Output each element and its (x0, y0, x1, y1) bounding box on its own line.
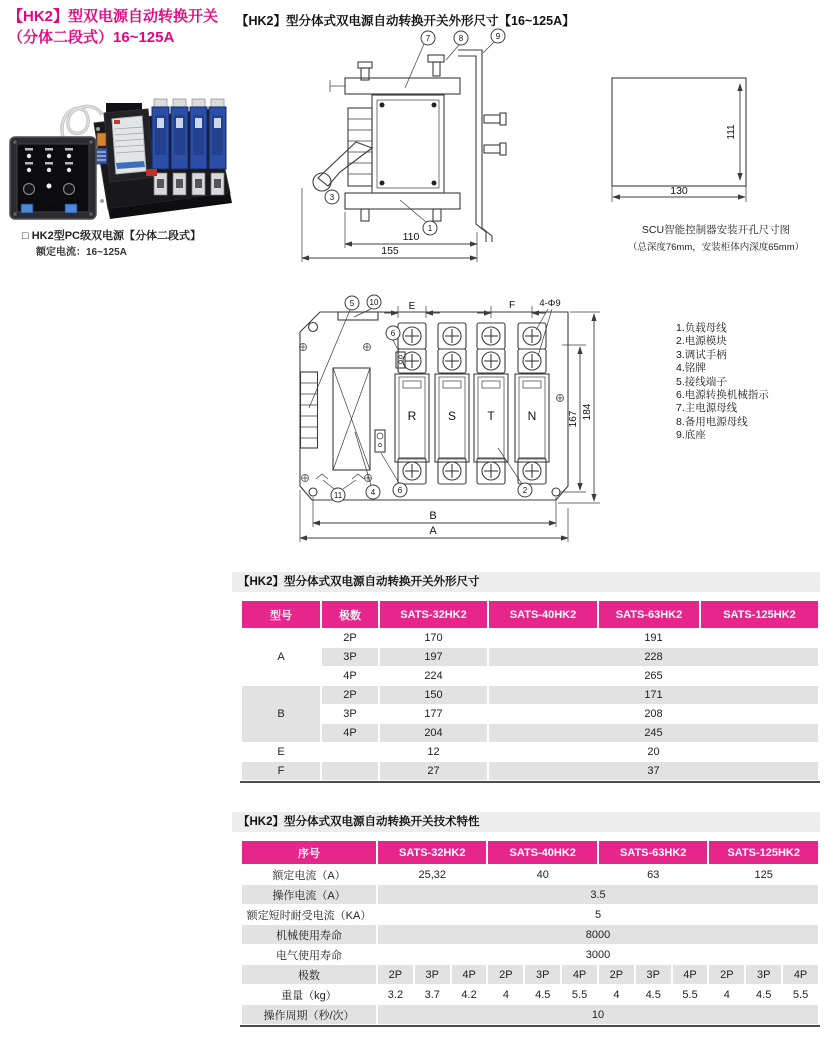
svg-text:S: S (447, 409, 457, 423)
controller-image (10, 137, 96, 219)
cutout-caption (596, 222, 836, 253)
operating-handle (313, 142, 372, 191)
pole-cell: 4P (322, 667, 378, 685)
table-row (242, 865, 818, 884)
row-label: 额定电流（A） (242, 865, 376, 884)
svg-text:E: E (408, 301, 416, 312)
weight-cell: 4.5 (636, 985, 671, 1004)
table-row (242, 667, 818, 685)
table-row (242, 762, 818, 780)
group-label-a: A (242, 629, 320, 685)
chassis-outline (300, 312, 568, 500)
pole-cell: 3P (322, 705, 378, 723)
row-label: 操作周期（秒/次） (242, 1005, 376, 1024)
svg-text:6: 6 (397, 486, 403, 495)
row-label: 电气使用寿命 (242, 945, 376, 964)
table-row (242, 724, 818, 742)
value-cell: 10 (378, 1005, 818, 1024)
weight-cell: 4 (488, 985, 523, 1004)
spec-table-header-row (242, 841, 818, 864)
svg-text:R: R (407, 409, 417, 423)
page-title (8, 6, 243, 48)
pole-modules (395, 323, 549, 484)
value-rest: 228 (489, 648, 818, 666)
table-row (242, 985, 818, 1004)
value-rest: 171 (489, 686, 818, 704)
parts-list-item: 3.调试手柄 (676, 348, 727, 361)
pole-cell: 2P (709, 965, 744, 984)
callout-5 (309, 296, 359, 408)
weight-cell: 5.5 (783, 985, 818, 1004)
callout-9 (483, 29, 505, 53)
weight-cell: 4 (709, 985, 744, 1004)
svg-text:11: 11 (333, 491, 343, 500)
pole-cell: 2P (378, 965, 413, 984)
svg-text:9: 9 (495, 32, 501, 41)
hole-note (536, 298, 561, 356)
svg-text:1: 1 (427, 224, 433, 233)
row-label-f: F (242, 762, 320, 780)
ats-switch-image (94, 99, 232, 219)
pole-cell: 3P (746, 965, 781, 984)
col-header-sats32: SATS-32HK2 (380, 601, 487, 628)
pole-cell: 4P (322, 724, 378, 742)
col-header-sats63: SATS-63HK2 (599, 841, 707, 864)
dim-b (313, 497, 556, 527)
pole-cell: 2P (322, 629, 378, 647)
dim-table-header-row (242, 601, 818, 628)
dim-f (477, 300, 546, 318)
parts-list-item: 2.电源模块 (676, 335, 727, 348)
table-row (242, 905, 818, 924)
row-label: 重量（kg） (242, 985, 376, 1004)
mounting-bracket (458, 50, 492, 242)
callout-6-bottom (381, 453, 407, 497)
table-row (242, 648, 818, 666)
table-row (242, 743, 818, 761)
parts-list (676, 322, 769, 443)
side-view-drawing (285, 25, 595, 275)
pole-cell: 4P (452, 965, 487, 984)
pole-cell: 3P (415, 965, 450, 984)
svg-text:8: 8 (458, 34, 464, 43)
parts-list-item: 8.备用电源母线 (676, 415, 748, 428)
value-rest: 245 (489, 724, 818, 742)
pole-module-s (435, 323, 469, 484)
weight-cell: 4.5 (525, 985, 560, 1004)
svg-text:2: 2 (522, 486, 528, 495)
svg-text:N: N (527, 409, 537, 423)
pole-module-n (515, 323, 549, 484)
pole-cell: 3P (525, 965, 560, 984)
weight-cell: 3.7 (415, 985, 450, 1004)
row-label: 极数 (242, 965, 376, 984)
product-photo (8, 85, 233, 235)
pole-cell: 2P (488, 965, 523, 984)
value-cell: 8000 (378, 925, 818, 944)
left-terminal-grid (301, 372, 318, 448)
value-32: 12 (380, 743, 487, 761)
spec-table (240, 840, 820, 1027)
section-title-dimensions: 【HK2】型分体式双电源自动转换开关外形尺寸【16~125A】 (236, 14, 575, 28)
col-header-index: 序号 (242, 841, 376, 864)
svg-text:T: T (487, 409, 495, 423)
table-row (242, 629, 818, 647)
dim-111 (726, 84, 740, 180)
svg-text:7: 7 (425, 34, 431, 43)
dim-184 (558, 312, 600, 503)
switch-body (372, 95, 444, 193)
col-header-sats32: SATS-32HK2 (378, 841, 486, 864)
svg-text:3: 3 (329, 193, 335, 202)
dim-130 (612, 185, 746, 202)
table-row (242, 945, 818, 964)
pole-cell: 4P (783, 965, 818, 984)
parts-list-item: 1.负载母线 (676, 322, 727, 334)
photo-caption: □ HK2型PC级双电源【分体二段式】 (22, 230, 201, 242)
col-header-sats125: SATS-125HK2 (709, 841, 818, 864)
value-rest: 191 (489, 629, 818, 647)
value-32: 27 (380, 762, 487, 780)
svg-text:4-Φ9: 4-Φ9 (539, 298, 561, 309)
table-row (242, 885, 818, 904)
col-header-poles: 极数 (322, 601, 378, 628)
weight-cell: 4.5 (746, 985, 781, 1004)
value-32: 197 (380, 648, 487, 666)
value-rest: 20 (489, 743, 818, 761)
parts-list-item: 4.铭牌 (676, 362, 706, 375)
pole-cell: 2P (322, 686, 378, 704)
table-row (242, 705, 818, 723)
svg-text:10: 10 (369, 298, 379, 307)
spec-table-title: 【HK2】型分体式双电源自动转换开关技术特性 (232, 812, 820, 832)
row-label: 额定短时耐受电流（KA） (242, 905, 376, 924)
pole-module-t (474, 323, 508, 484)
pole-cell-empty (322, 762, 378, 780)
weight-cell: 5.5 (673, 985, 708, 1004)
svg-text:HK2: HK2 (42, 198, 56, 205)
value-rest: 37 (489, 762, 818, 780)
value-cell: 40 (488, 865, 596, 884)
table-row (242, 925, 818, 944)
row-label: 机械使用寿命 (242, 925, 376, 944)
svg-text:A: A (429, 525, 437, 537)
svg-text:184: 184 (582, 403, 593, 421)
pole-cell: 2P (599, 965, 634, 984)
value-rest: 208 (489, 705, 818, 723)
value-32: 150 (380, 686, 487, 704)
svg-text:167: 167 (568, 410, 579, 428)
svg-text:4: 4 (370, 488, 376, 497)
value-rest: 265 (489, 667, 818, 685)
callout-11 (316, 474, 364, 502)
pole-cell-empty (322, 743, 378, 761)
row-label-e: E (242, 743, 320, 761)
value-cell: 3.5 (378, 885, 818, 904)
value-32: 224 (380, 667, 487, 685)
svg-text:111: 111 (726, 124, 737, 140)
svg-text:155: 155 (381, 245, 399, 257)
pole-cell: 4P (673, 965, 708, 984)
parts-list-item: 9.底座 (676, 429, 706, 442)
col-header-sats40: SATS-40HK2 (489, 601, 597, 628)
svg-text:110: 110 (402, 231, 420, 243)
value-cell: 5 (378, 905, 818, 924)
table-row (242, 965, 818, 984)
weight-cell: 3.2 (378, 985, 413, 1004)
dim-table-title: 【HK2】型分体式双电源自动转换开关外形尺寸 (232, 572, 820, 592)
col-header-model: 型号 (242, 601, 320, 628)
dim-table (240, 600, 820, 783)
svg-text:B: B (429, 510, 437, 522)
col-header-sats125: SATS-125HK2 (701, 601, 818, 628)
pole-module-r (395, 323, 429, 484)
svg-text:6: 6 (390, 329, 396, 338)
value-32: 177 (380, 705, 487, 723)
table-row (242, 1005, 818, 1024)
col-header-sats63: SATS-63HK2 (599, 601, 699, 628)
parts-list-item: 7.主电源母线 (676, 402, 738, 415)
weight-cell: 4.2 (452, 985, 487, 1004)
dim-110 (345, 212, 477, 248)
page-title-line1: 【HK2】型双电源自动转换开关 (8, 8, 219, 25)
pole-cell: 3P (636, 965, 671, 984)
parts-list-item: 6.电源转换机械指示 (676, 389, 769, 402)
cutout-caption-line2: （总深度76mm，安装柜体内深度65mm） (627, 242, 805, 253)
page-title-line2: （分体二段式）16~125A (8, 29, 175, 46)
value-cell: 125 (709, 865, 818, 884)
callout-4 (355, 432, 380, 499)
weight-cell: 5.5 (562, 985, 597, 1004)
callout-3 (325, 190, 339, 204)
value-32: 204 (380, 724, 487, 742)
value-cell: 25,32 (378, 865, 486, 884)
svg-text:F: F (508, 300, 516, 311)
row-label: 操作电流（A） (242, 885, 376, 904)
pole-cell: 4P (562, 965, 597, 984)
cutout-caption-line1: SCU智能控制器安装开孔尺寸图 (641, 224, 791, 236)
weight-cell: 4 (599, 985, 634, 1004)
svg-text:130: 130 (670, 185, 688, 197)
pole-cell: 3P (322, 648, 378, 666)
photo-caption-current: 额定电流：16~125A (36, 247, 127, 258)
parts-list-item: 5.接线端子 (676, 375, 727, 388)
value-32: 170 (380, 629, 487, 647)
value-cell: 3000 (378, 945, 818, 964)
nameplate-box (333, 368, 370, 470)
group-label-b: B (242, 686, 320, 742)
value-cell: 63 (599, 865, 707, 884)
top-view-drawing (285, 283, 630, 561)
cutout-drawing (595, 68, 840, 213)
table-row (242, 686, 818, 704)
callout-7 (405, 31, 435, 88)
col-header-sats40: SATS-40HK2 (488, 841, 596, 864)
callout-1 (400, 200, 437, 235)
svg-text:5: 5 (349, 299, 355, 308)
dim-e (384, 301, 440, 318)
